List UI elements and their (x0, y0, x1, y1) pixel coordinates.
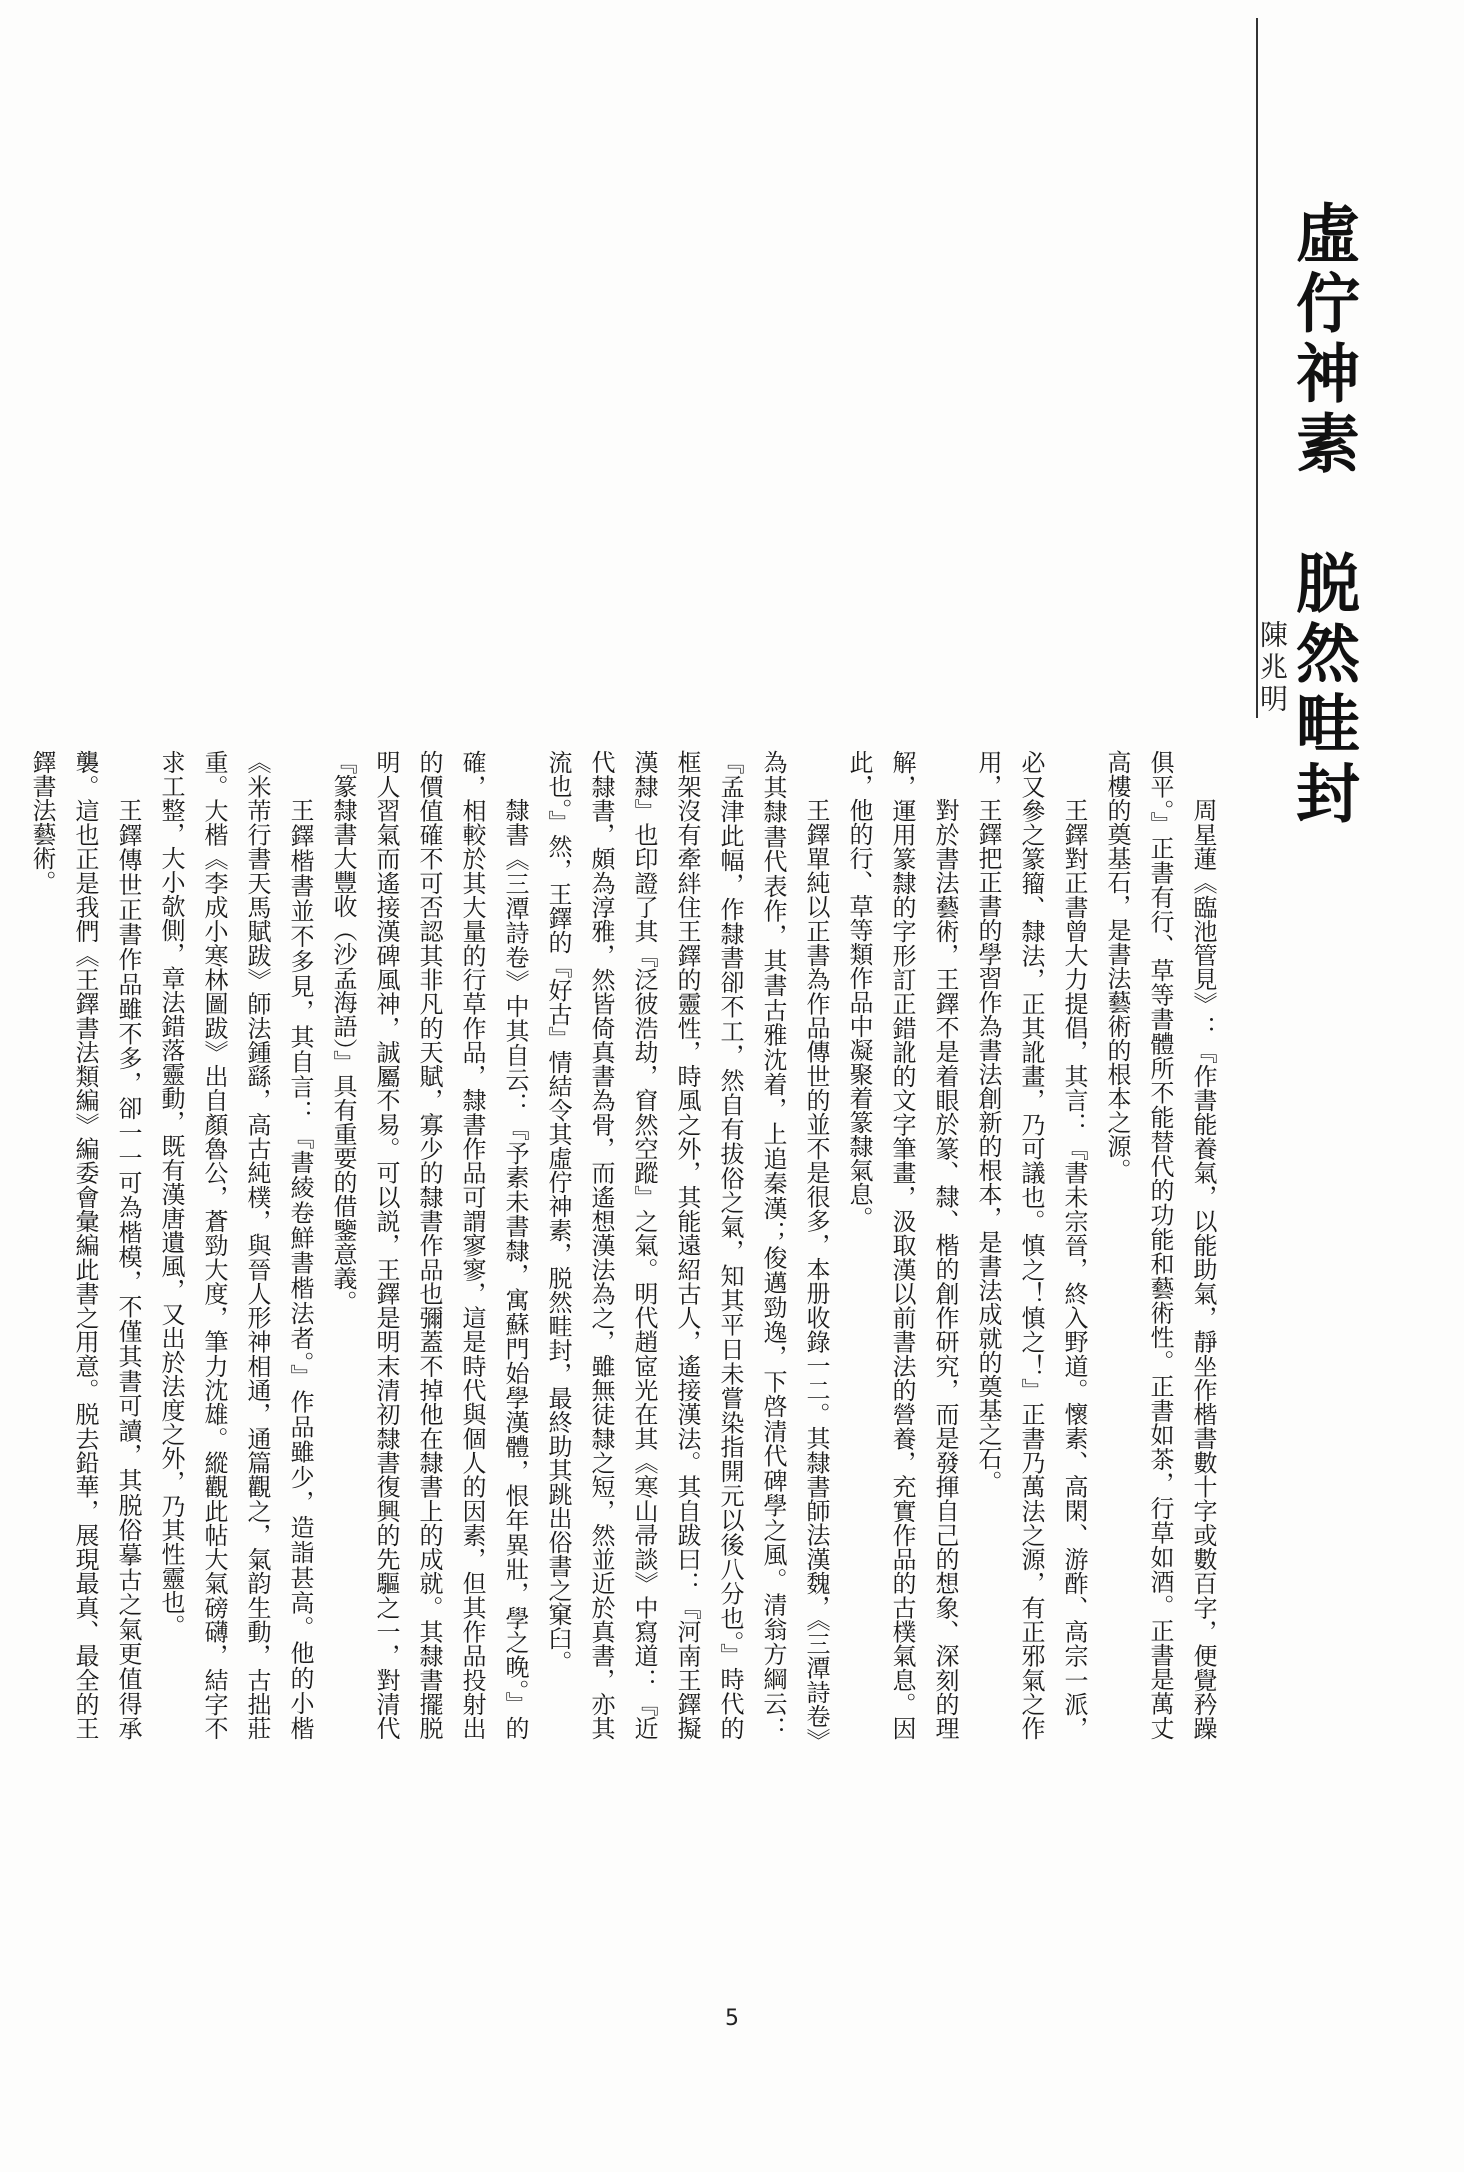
body-paragraph: 周星蓮《臨池管見》：『作書能養氣，以能助氣，靜坐作楷書數十字或數百字，便覺矜躁俱平。』正書有行、草等書體所不能替代的功能和藝術性。正書如茶，行草如酒。正書是萬丈高樓的奠基石，是書法藝術的根本之源。 (1103, 750, 1217, 1740)
page-number: 5 (725, 2006, 739, 2031)
body-paragraph: 王鐸單純以正書為作品傳世的並不是很多，本册收錄一二。其隸書師法漢魏，《三潭詩卷》為其隸書代表作，其書古雅沈着，上追秦漢；俊邁勁逸，下啓清代碑學之風。清翁方綱云：『孟津此幅，作隸書卻不工，然自有拔俗之氣，知其平日未嘗染指開元以後八分也。』時代的框架沒有牽絆住王鐸的靈性，時風之外，其能遠紹古人，遙接漢法。其自跋曰：『河南王鐸擬漢隸』也印證了其『泛彼浩劫，窅然空蹤』之氣。明代趙宧光在其《寒山帚談》中寫道：『近代隸書，頗為淳雅，然皆倚真書為骨，而遙想漢法為之，雖無徒隸之短，然並近於真書，亦其流也。』然，王鐸的『好古』情結令其虛佇神素，脱然畦封，最終助其跳出俗書之窠臼。 (544, 750, 830, 1740)
title-divider-rule (1256, 18, 1258, 718)
body-paragraph: 王鐸對正書曾大力提倡，其言：『書未宗晉，終入野道。懷素、高閑、游酢、高宗一派，必又參之篆籀、隸法，正其訛畫，乃可議也。慎之！慎之！』正書乃萬法之源，有正邪氣之作用，王鐸把正書的學習作為書法創新的根本，是書法成就的奠基之石。 (974, 750, 1088, 1740)
author-name: 陳兆明 (1256, 620, 1289, 716)
body-paragraph: 對於書法藝術，王鐸不是着眼於篆、隸、楷的創作研究，而是發揮自己的想象、深刻的理解，運用篆隸的字形訂正錯訛的文字筆畫，汲取漢以前書法的營養，充實作品的古樸氣息。因此，他的行、草等類作品中凝聚着篆隸氣息。 (845, 750, 959, 1740)
article-body (28, 750, 1224, 1740)
body-paragraph: 王鐸楷書並不多見，其自言：『書綾卷鮮書楷法者。』作品雖少，造詣甚高。他的小楷《米芾行書天馬賦跋》師法鍾繇，高古純樸，與晉人形神相通，通篇觀之，氣韵生動，古拙莊重。大楷《李成小寒林圖跋》出自顏魯公，蒼勁大度，筆力沈雄。縱觀此帖大氣磅礴，結字不求工整，大小欹側，章法錯落靈動，既有漢唐遺風，又出於法度之外，乃其性靈也。 (157, 750, 314, 1740)
body-paragraph: 隸書《三潭詩卷》中其自云：『予素未書隸，寓蘇門始學漢體，恨年異壯，學之晚。』的確，相較於其大量的行草作品，隸書作品可謂寥寥，這是時代與個人的因素，但其作品投射出的價值確不可否認其非凡的天賦，寡少的隸書作品也彌蓋不掉他在隸書上的成就。其隸書擺脱明人習氣而遙接漢碑風神，誠屬不易。可以説，王鐸是明末清初隸書復興的先驅之一，對清代『篆隸書大豐收（沙孟海語）』具有重要的借鑒意義。 (329, 750, 529, 1740)
article-title: 虛佇神素 脱然畦封 (1285, 200, 1359, 830)
body-paragraph: 王鐸傳世正書作品雖不多，卻一一可為楷模，不僅其書可讀，其脱俗摹古之氣更值得承襲。這也正是我們《王鐸書法類編》編委會彙編此書之用意。脱去鉛華，展現最真、最全的王鐸書法藝術。 (28, 750, 142, 1740)
